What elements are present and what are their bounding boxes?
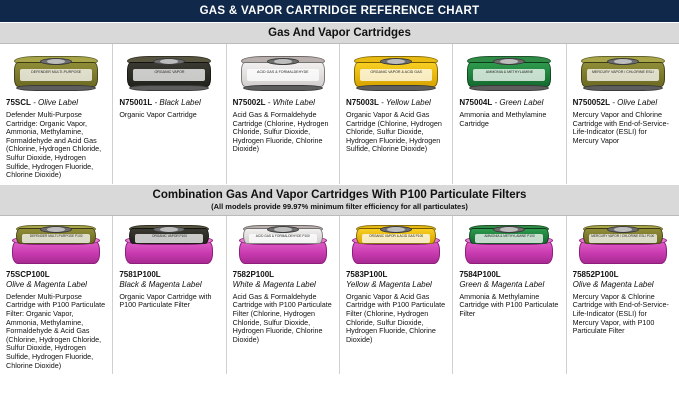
cartridge-code: 75SCL - Olive Label [6,98,79,107]
cartridge-code-text: 75SCP100L [6,269,50,279]
cartridge-code-text: 7584P100L [459,269,501,279]
cartridge-image-wrap [119,222,219,266]
page-title: GAS & VAPOR CARTRIDGE REFERENCE CHART [0,0,679,22]
cartridge-code-text: N75003L [345,98,379,107]
cartridge-description: Organic Vapor & Acid Gas Cartridge with P100 Particulate Filter (Chlorine, Hydrogen Chloride, Sulfur Dioxide, Hydrogen Fluoride, Chlorine Dioxide) [345,291,446,344]
cartridge-hub-inner [47,227,65,232]
cartridge-code [459,270,559,290]
cartridge-code-text: N75002L [232,98,266,107]
cartridge-label-art: ORGANIC VAPOR [133,69,205,81]
cartridge-label-name: White Label [272,98,315,107]
cartridge-card-75SCP100L[interactable] [0,216,113,374]
cartridge-image-wrap [6,222,106,266]
cartridge-hub-inner [614,59,632,64]
cartridge-code: N75002L - White Label [232,98,315,107]
section-heading-gas-vapor [0,22,679,44]
section-heading-combination-p100 [0,184,679,216]
cartridge-card-7582P100L[interactable] [227,216,340,374]
cartridge-label-art: AMMONIA & METHYLAMINE P100 [475,234,543,243]
cartridge-black-p100-icon [127,226,211,266]
cartridge-card-75SCL[interactable] [0,44,113,184]
cartridge-code [346,270,446,290]
cartridge-image-wrap [119,50,219,94]
cartridge-code-text: 7583P100L [345,269,388,279]
cartridge-image-wrap [346,222,446,266]
cartridge-green-p100-icon [467,226,551,266]
cartridge-label-name: White & Magenta Label [232,279,316,289]
cartridge-description: Mercury Vapor and Chlorine Cartridge with End-of-Service-Life-Indicator (ESLI) for Mercury Vapor [572,110,669,145]
cartridge-image-wrap [459,50,559,94]
cartridge-hub-inner [160,227,178,232]
cartridge-code [6,270,106,290]
cartridge-black-icon [127,54,211,94]
cartridge-hub-inner [614,227,632,232]
cartridge-label-art: DEFENDER MULTI-PURPOSE P100 [22,234,90,243]
cartridge-card-7581P100L[interactable] [113,216,226,374]
cartridge-label-name: Olive Label [38,98,79,107]
cartridge-image-wrap [346,50,446,94]
cartridge-description: Defender Multi-Purpose Cartridge: Organic Vapor, Ammonia, Methylamine, Formaldehyde and Acid Gas (Chlorine, Hydrogen Chloride, Sulfur Dioxide, Hydrogen Sulfide, Hydrogen Fluoride, Chlorine Dioxide) [6,110,102,180]
cartridge-card-N75001L[interactable] [113,44,226,184]
cartridge-base [129,85,209,91]
cartridge-image-wrap [233,50,333,94]
cartridge-description: Acid Gas & Formaldehyde Cartridge with P100 Particulate Filter (Chlorine, Hydrogen Chloride, Sulfur Dioxide, Hydrogen Fluoride, Chlorine Dioxide) [232,291,332,344]
cartridge-card-7583P100L[interactable] [340,216,453,374]
section-2-row [0,216,679,374]
cartridge-olive-esli-p100-icon [581,226,665,266]
cartridge-label-art: AMMONIA & METHYLAMINE [473,69,545,81]
cartridge-label-art: MERCURY VAPOR / CHLORINE ESLI P100 [589,234,657,243]
cartridge-label-art: ACID GAS & FORMALDEHYDE [247,69,319,81]
cartridge-description: Ammonia and Methylamine Cartridge [459,110,547,128]
cartridge-label-art: DEFENDER MULTI-PURPOSE [20,69,92,81]
cartridge-description: Defender Multi-Purpose Cartridge with P100 Particulate Filter: Organic Vapor, Ammonia, Methylamine, Formaldehyde & Acid Gas (Chlorine, Hydrogen Chloride, Sulfur Dioxide, Hydrogen Sulfide, Hydrogen Fluoride, Chlorine Dioxide) [6,291,106,370]
cartridge-label-art: ORGANIC VAPOR & ACID GAS P100 [362,234,430,243]
cartridge-card-N75004L[interactable] [453,44,566,184]
cartridge-card-N75002L[interactable] [227,44,340,184]
cartridge-label-name: Green & Magenta Label [459,279,545,289]
cartridge-label-name: Green Label [499,98,544,107]
cartridge-code [573,270,673,290]
cartridge-image-wrap [6,50,106,94]
cartridge-description: Acid Gas & Formaldehyde Cartridge (Chlorine, Hydrogen Chloride, Sulfur Dioxide, Hydrogen Fluoride, Chlorine Dioxide) [232,110,329,154]
cartridge-base [469,85,549,91]
cartridge-hub-inner [274,59,292,64]
cartridge-white-p100-icon [241,226,325,266]
cartridge-label-name: Olive & Magenta Label [572,279,654,289]
section-1-row [0,44,679,184]
cartridge-code-text: N75004L [459,98,493,107]
cartridge-code: N75004L - Green Label [459,98,544,107]
cartridge-image-wrap [573,222,673,266]
cartridge-base [583,85,663,91]
cartridge-code-text: N75001L [119,98,153,107]
cartridge-label-art: ORGANIC VAPOR & ACID GAS [360,69,432,81]
cartridge-base [16,85,96,91]
cartridge-card-N750052L[interactable] [567,44,679,184]
cartridge-code-text: 75852P100L [572,269,619,279]
cartridge-image-wrap [573,50,673,94]
cartridge-code-text: 75SCL [6,98,31,107]
cartridge-label-art: MERCURY VAPOR / CHLORINE ESLI [587,69,659,81]
cartridge-description: Mercury Vapor & Chlorine Cartridge with End-of-Service-Life-Indicator (ESLI) for Mercury Vapor, with P100 Particulate Filter [572,291,669,336]
cartridge-label-name: Black Label [159,98,201,107]
cartridge-code [119,270,219,290]
cartridge-base [243,85,323,91]
cartridge-code [233,270,333,290]
cartridge-olive-icon [14,54,98,94]
cartridge-description: Organic Vapor & Acid Gas Cartridge (Chlorine, Hydrogen Chloride, Sulfur Dioxide, Hydrogen Fluoride, Hydrogen Sulfide, Chlorine Dioxide) [345,110,442,154]
cartridge-hub-inner [387,227,405,232]
cartridge-image-wrap [233,222,333,266]
cartridge-label-art: ACID GAS & FORMALDEHYDE P100 [249,234,317,243]
cartridge-code-text: N750052L [572,98,610,107]
cartridge-code: N75001L - Black Label [119,98,201,107]
cartridge-card-75852P100L[interactable] [567,216,679,374]
section-2-heading-text: Combination Gas And Vapor Cartridges With P100 Particulate Filters [152,188,527,201]
cartridge-code-text: 7581P100L [119,269,161,279]
cartridge-code: N75003L - Yellow Label [345,98,431,107]
cartridge-base [356,85,436,91]
cartridge-label-name: Black & Magenta Label [119,279,202,289]
cartridge-olive-esli-icon [581,54,665,94]
section-1-heading-text: Gas And Vapor Cartridges [268,27,411,39]
cartridge-code: N750052L - Olive Label [572,98,658,107]
cartridge-yellow-icon [354,54,438,94]
cartridge-label-art: ORGANIC VAPOR P100 [135,234,203,243]
section-2-subheading-text: (All models provide 99.97% minimum filter efficiency for all particulates) [211,201,468,211]
cartridge-green-icon [467,54,551,94]
cartridge-description: Ammonia & Methylamine Cartridge with P100 Particulate Filter [459,291,559,318]
cartridge-label-name: Olive & Magenta Label [6,279,87,289]
cartridge-image-wrap [459,222,559,266]
cartridge-hub-inner [274,227,292,232]
cartridge-card-7584P100L[interactable] [453,216,566,374]
cartridge-description: Organic Vapor Cartridge [119,110,197,119]
cartridge-label-name: Yellow & Magenta Label [345,279,432,289]
cartridge-label-name: Yellow Label [385,98,431,107]
cartridge-hub-inner [500,227,518,232]
cartridge-label-name: Olive Label [617,98,658,107]
cartridge-card-N75003L[interactable] [340,44,453,184]
cartridge-description: Organic Vapor Cartridge with P100 Particulate Filter [119,291,212,310]
cartridge-code-text: 7582P100L [232,269,275,279]
cartridge-olive-p100-icon [14,226,98,266]
cartridge-yellow-p100-icon [354,226,438,266]
cartridge-white-icon [241,54,325,94]
